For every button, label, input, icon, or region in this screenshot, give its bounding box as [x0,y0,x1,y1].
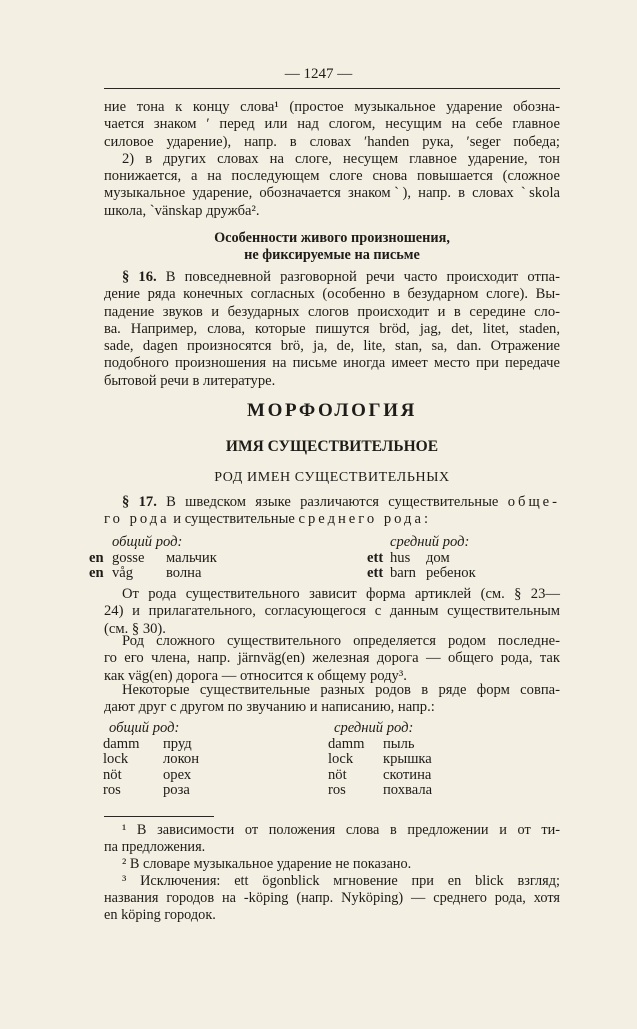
neuter-gender-label: средний род: [390,534,470,550]
text-line: бытовой речи в литературе. [104,372,276,389]
example-row: ros роза [103,782,190,798]
text-line: подобного произношения на письме иногда имеет место при передаче [104,355,560,372]
text-line: Род сложного существительного определяется родом последне- [122,633,560,649]
noun-heading-block [104,438,560,455]
footnote-rule [104,816,214,817]
text-line: дают друг с другом по звучанию и написанию, напр.: [104,699,435,716]
gender-heading-block [104,469,560,486]
homonyms-neuter-gender [328,721,548,799]
text-line: го рода и существительные среднего рода: [104,511,428,528]
paragraph-homonyms [104,682,560,717]
header-rule [104,88,560,89]
paragraph-17 [104,494,560,529]
text-line: падение звуков и безударных слогов происходит и в середине сло- [104,303,560,320]
morphology-heading-block [104,402,560,419]
text-line: чается знаком ʹ перед или над слогом, несущим на себе главное [104,116,560,133]
text-line: § 17. В шведском языке различаются существительные обще- [122,494,561,510]
text-line: 2) в других словах на слоге, несущем главное ударение, тон [122,150,560,167]
footnote-2: ² В словаре музыкальное ударение не показано. [122,856,412,872]
text-line: го его члена, напр. järnväg(en) железная дорога — общего рода, так [104,650,560,667]
example-row: en våg волна [89,565,202,581]
morphology-heading: МОРФОЛОГИЯ [247,400,417,421]
paragraph-16 [104,269,560,390]
examples-neuter-gender [367,535,557,582]
text-line: От рода существительного зависит форма артиклей (см. § 23— [122,586,560,602]
example-row: ett barn ребенок [367,565,476,581]
text-line: ние тона к концу слова¹ (простое музыкальное ударение обозна- [104,99,560,115]
footnote-3-cont: названия городов на -köping (напр. Nyköping) — среднего рода, хотя [104,890,560,906]
intro-paragraph [104,99,560,220]
examples-common-gender [89,534,302,582]
text-line: музыкальное ударение, обозначается знакомˋ), напр. в словах ˋskola [104,185,560,202]
neuter-gender-label: средний род: [334,720,414,736]
text-line: ва. Например, слова, которые пишутся bröd, jag, det, litet, staden, [104,320,560,337]
example-row: en gosse мальчик [89,549,217,566]
common-gender-label: общий род: [112,534,183,550]
footnote-1: ¹ В зависимости от положения слова в предложении и от ти- [122,822,560,838]
section-heading [104,230,560,265]
paragraph-number: § 17. [122,494,157,510]
example-row: damm пруд [103,735,192,752]
text-line: (см. § 30). [104,620,166,637]
paragraph-number: § 16. [122,269,157,285]
noun-heading: ИМЯ СУЩЕСТВИТЕЛЬНОЕ [225,438,439,455]
text-line: школа, ˋvänskap дружба². [104,202,260,219]
homonyms-common-gender [103,721,303,799]
example-row: lock локон [103,751,200,767]
example-row: nöt орех [103,766,192,783]
common-gender-label: общий род: [109,720,180,736]
text-line: sade, dagen произносятся brö, ja, de, lite, stan, sa, dan. Отражение [104,338,560,355]
text-line: § 16. В повседневной разговорной речи часто происходит отпа- [122,269,560,285]
text-line: как väg(en) дорога — относится к общему роду³. [104,667,407,684]
gender-heading: РОД ИМЕН СУЩЕСТВИТЕЛЬНЫХ [214,470,450,485]
text-line: дение ряда конечных согласных (особенно в безударном слоге). Вы- [104,286,560,303]
example-row: ros похвала [328,782,433,798]
example-row: ett hus дом [367,549,450,566]
footnote-1-cont: па предложения. [104,839,206,855]
text-line: 24) и прилагательного, согласующегося с данным существительным [104,603,560,620]
paragraph-form [104,586,560,638]
example-row: damm пыль [328,735,415,752]
text-line: силовое ударение), напр. в словах ʹhanden рука, ʹseger победа; [104,133,560,150]
example-row: nöt скотина [328,766,432,783]
footnotes [104,822,560,924]
section-heading-line2: не фиксируемые на письме [244,247,420,264]
footnote-3-end: en köping городок. [104,907,216,923]
text-line: Некоторые существительные разных родов в ряде форм совпа- [122,682,560,698]
example-row: lock крышка [328,751,432,767]
footnote-3: ³ Исключения: ett ögonblick мгновение при en blick взгляд; [122,873,560,889]
page-number: — 1247 — [284,66,353,82]
paragraph-compound [104,633,560,685]
section-heading-line1: Особенности живого произношения, [214,230,450,246]
text-line: понижается, а на последующем слоге снова повышается (сложное [104,168,560,185]
